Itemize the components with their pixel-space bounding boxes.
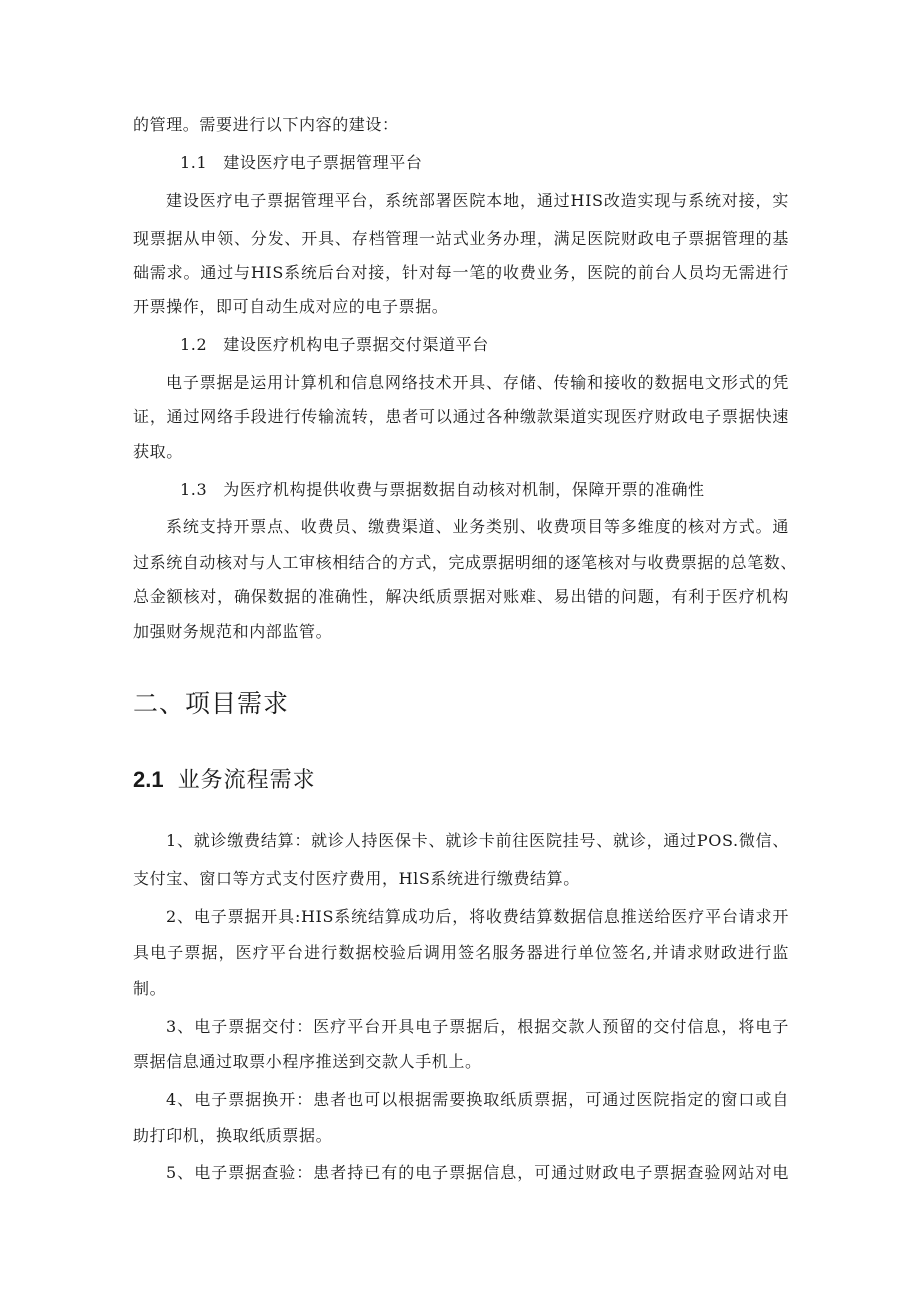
- subheading-1-1: [180, 152, 422, 174]
- list-item-line: 制。: [133, 979, 167, 998]
- subheading-1-3: [180, 479, 705, 501]
- paragraph-1-1-line: 础需求。通过与HIS系统后台对接，针对每一笔的收费业务，医院的前台人员均无需进行: [133, 263, 789, 282]
- intro-paragraph: 的管理。需要进行以下内容的建设：: [133, 115, 399, 134]
- paragraph-1-3-line: 加强财务规范和内部监管。: [133, 622, 333, 641]
- list-item-line: 2、电子票据开具:HIS系统结算成功后，将收费结算数据信息推送给医疗平台请求开: [166, 907, 789, 926]
- paragraph-1-2-line: 电子票据是运用计算机和信息网络技术开具、存储、传输和接收的数据电文形式的凭: [166, 373, 789, 392]
- list-item-line: 支付宝、窗口等方式支付医疗费用，HlS系统进行缴费结算。: [133, 869, 580, 888]
- paragraph-1-1-line: 现票据从申领、分发、开具、存档管理一站式业务办理，满足医院财政电子票据管理的基: [133, 229, 789, 248]
- paragraph-1-3-line: 系统支持开票点、收费员、缴费渠道、业务类别、收费项目等多维度的核对方式。通: [166, 517, 789, 536]
- list-item-line: 助打印机，换取纸质票据。: [133, 1126, 333, 1145]
- list-item-line: 5、电子票据查验：患者持已有的电子票据信息，可通过财政电子票据查验网站对电: [166, 1163, 789, 1182]
- list-item-line: 3、电子票据交付：医疗平台开具电子票据后，根据交款人预留的交付信息，将电子: [166, 1017, 789, 1036]
- subheading-number: 1.2: [180, 335, 208, 354]
- paragraph-1-2-line: 证，通过网络手段进行传输流转，患者可以通过各种缴款渠道实现医疗财政电子票据快速: [133, 407, 789, 426]
- section-heading-2-1: [133, 766, 316, 795]
- list-item-line: 4、电子票据换开：患者也可以根据需要换取纸质票据，可通过医院指定的窗口或自: [166, 1090, 789, 1109]
- subheading-1-2: [180, 334, 489, 356]
- paragraph-1-3-line: 过系统自动核对与人工审核相结合的方式，完成票据明细的逐笔核对与收费票据的总笔数、: [133, 553, 798, 572]
- paragraph-1-1-line: 建设医疗电子票据管理平台，系统部署医院本地，通过HIS改造实现与系统对接，实: [166, 191, 789, 210]
- subheading-title: 建设医疗电子票据管理平台: [223, 153, 423, 172]
- subheading-title: 建设医疗机构电子票据交付渠道平台: [223, 335, 489, 354]
- subheading-number: 1.1: [180, 153, 208, 172]
- list-item-line: 票据信息通过取票小程序推送到交款人手机上。: [133, 1052, 482, 1071]
- chapter-heading: 二、项目需求: [133, 689, 290, 718]
- list-item-line: 1、就诊缴费结算：就诊人持医保卡、就诊卡前往医院挂号、就诊，通过POS.微信、: [166, 831, 789, 850]
- paragraph-1-2-line: 获取。: [133, 442, 183, 461]
- subheading-title: 为医疗机构提供收费与票据数据自动核对机制，保障开票的准确性: [223, 480, 705, 499]
- section-number: 2.1: [133, 767, 164, 792]
- paragraph-1-1-line: 开票操作，即可自动生成对应的电子票据。: [133, 297, 449, 316]
- subheading-number: 1.3: [180, 480, 208, 499]
- paragraph-1-3-line: 总金额核对，确保数据的准确性，解决纸质票据对账难、易出错的问题，有利于医疗机构: [133, 587, 789, 606]
- list-item-line: 具电子票据，医疗平台进行数据校验后调用签名服务器进行单位签名,并请求财政进行监: [133, 943, 789, 962]
- section-title: 业务流程需求: [177, 768, 316, 793]
